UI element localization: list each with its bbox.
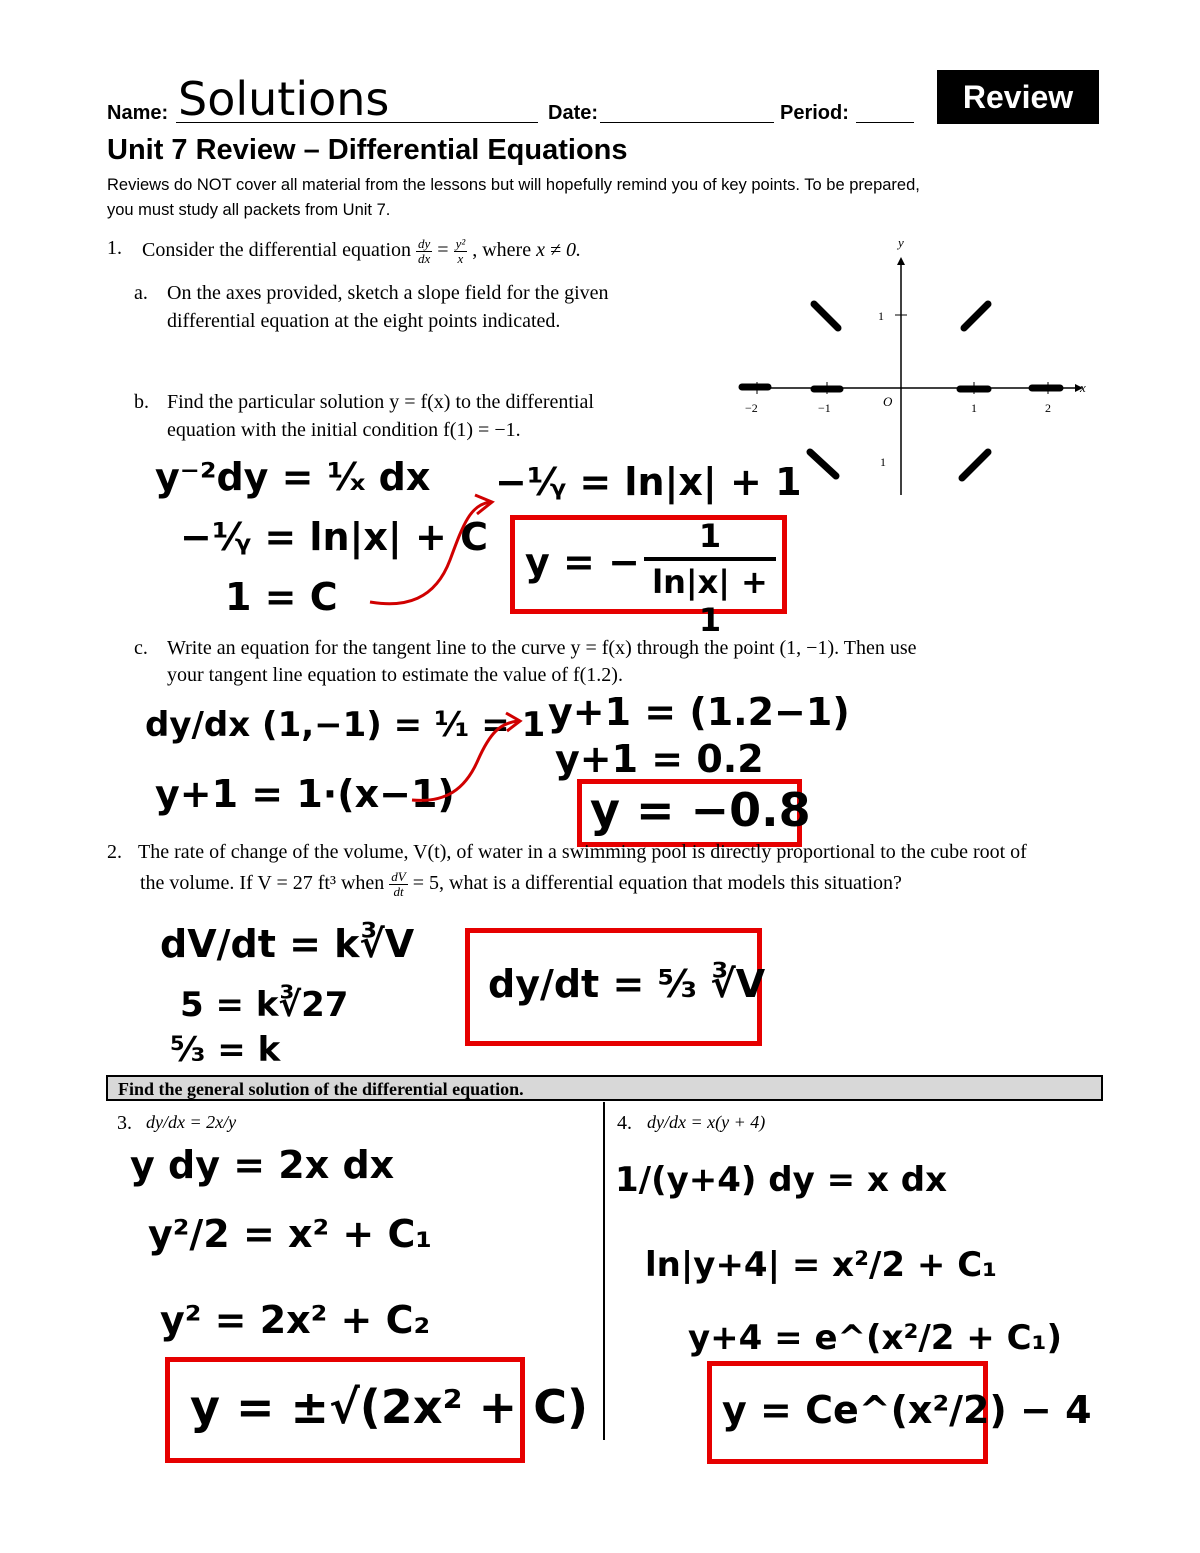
- q3-work-1: y dy = 2x dx: [130, 1143, 395, 1187]
- tick-label: 2: [1045, 401, 1051, 415]
- slope-mark: [962, 452, 988, 478]
- q1-dydx: $\frac{dy}{dx}$: [418, 236, 431, 266]
- slope-mark: [964, 304, 988, 328]
- q1c-work-2: y+1 = 1·(x−1): [155, 772, 455, 816]
- q4-work-3: y+4 = e^(x²/2 + C₁): [688, 1318, 1062, 1358]
- date-underline: [600, 122, 774, 123]
- intro-line-1: Reviews do NOT cover all material from the lessons but will hopefully remind you of key points. To be prepared,: [107, 176, 920, 194]
- q1b-answer-fraction: [640, 517, 780, 639]
- name-value: Solutions: [178, 72, 390, 126]
- name-label: Name:: [107, 102, 169, 124]
- q1c-answer: y = −0.8: [590, 783, 811, 837]
- slope-mark: [810, 452, 836, 476]
- y-axis-label: y: [898, 235, 904, 250]
- q2-answer: dy/dt = ⁵⁄₃ ∛V: [488, 962, 766, 1006]
- q1-text: Consider the differential equation $\frac{dy}{dx}$ = $\frac{\text{y²}}{x}$ , where x ≠ 0.: [142, 236, 581, 266]
- tick-label: −1: [818, 401, 831, 415]
- q1a-line2: differential equation at the eight points indicated.: [167, 310, 561, 332]
- section-banner: [106, 1075, 1103, 1101]
- column-divider: [603, 1102, 605, 1440]
- y-axis-arrow: [897, 257, 905, 265]
- q1a-label: a.: [134, 282, 148, 304]
- intro-line-2: you must study all packets from Unit 7.: [107, 201, 391, 219]
- q2-work-2: 5 = k∛27: [180, 985, 349, 1025]
- q1c-work-1: dy/dx (1,−1) = ¹⁄₁ = 1: [145, 705, 546, 745]
- tick-label: −2: [745, 401, 758, 415]
- tick-label: 1: [878, 309, 884, 323]
- origin-label: O: [883, 394, 893, 409]
- q1-rhs: $\frac{\text{y²}}{x}$: [455, 236, 466, 266]
- q3-number: 3.: [117, 1112, 132, 1134]
- q1c-label: c.: [134, 637, 148, 659]
- section-banner-text: Find the general solution of the differential equation.: [118, 1079, 524, 1099]
- period-underline: [856, 122, 914, 123]
- q1b-line1: Find the particular solution y = f(x) to the differential: [167, 391, 594, 413]
- q3-answer: y = ±√(2x² + C): [190, 1380, 588, 1434]
- x-axis-label: x: [1080, 380, 1086, 395]
- q2-line2: the volume. If V = 27 ft³ when $\frac{dV}{dt}$ = 5, what is a differential equation that models this situation?: [140, 869, 902, 899]
- q2-work-3: ⁵⁄₃ = k: [170, 1030, 281, 1070]
- period-label: Period:: [780, 102, 849, 124]
- arrow-icon: [365, 490, 505, 610]
- review-badge: Review: [937, 70, 1099, 124]
- q1b-work-4: −¹⁄ᵧ = ln|x| + 1: [495, 460, 802, 504]
- q1c-line1: Write an equation for the tangent line to the curve y = f(x) through the point (1, −1). Then use: [167, 637, 917, 659]
- q4-equation: dy/dx = x(y + 4): [647, 1112, 766, 1132]
- q1b-line2: equation with the initial condition f(1) = −1.: [167, 419, 521, 441]
- q1c-work-4: y+1 = 0.2: [555, 737, 764, 781]
- q1a-line1: On the axes provided, sketch a slope field for the given: [167, 282, 609, 304]
- q1b-work-1: y⁻²dy = ¹⁄ₓ dx: [155, 455, 431, 499]
- q3-work-3: y² = 2x² + C₂: [160, 1298, 431, 1342]
- q1-number: 1.: [107, 237, 122, 259]
- q1b-label: b.: [134, 391, 149, 413]
- q2-line1: The rate of change of the volume, V(t), of water in a swimming pool is directly proportional to the cube root of: [138, 841, 1027, 863]
- date-label: Date:: [548, 102, 599, 124]
- q1b-answer-num: 1: [698, 517, 722, 555]
- q2-work-1: dV/dt = k∛V: [160, 922, 415, 966]
- q4-number: 4.: [617, 1112, 632, 1134]
- q3-equation: dy/dx = 2x/y: [146, 1112, 237, 1132]
- tick-label: 1: [880, 455, 886, 469]
- name-underline: [176, 122, 538, 123]
- q1-condition: x ≠ 0.: [536, 239, 581, 262]
- q2-dvdt: $\frac{dV}{dt}$: [391, 869, 406, 899]
- q4-answer: y = Ce^(x²/2) − 4: [722, 1388, 1092, 1432]
- q1c-work-3: y+1 = (1.2−1): [548, 690, 850, 734]
- q1-text-b: , where: [472, 239, 532, 262]
- q1b-answer-lhs: y = −: [525, 540, 640, 584]
- q4-work-2: ln|y+4| = x²/2 + C₁: [645, 1245, 998, 1285]
- q1-text-a: Consider the differential equation: [142, 239, 411, 262]
- q1b-work-3: 1 = C: [225, 575, 338, 619]
- q4-work-1: 1/(y+4) dy = x dx: [615, 1160, 947, 1200]
- arrow-icon: [410, 705, 530, 805]
- slope-mark: [814, 304, 838, 328]
- q3-work-2: y²/2 = x² + C₁: [148, 1212, 433, 1256]
- q1b-answer-den: ln|x| + 1: [652, 563, 768, 639]
- q1b-work-2: −¹⁄ᵧ = ln|x| + C: [180, 515, 488, 559]
- q1c-line2: your tangent line equation to estimate the value of f(1.2).: [167, 664, 623, 686]
- q2-number: 2.: [107, 841, 122, 863]
- tick-label: 1: [971, 401, 977, 415]
- page-title: Unit 7 Review – Differential Equations: [107, 134, 628, 166]
